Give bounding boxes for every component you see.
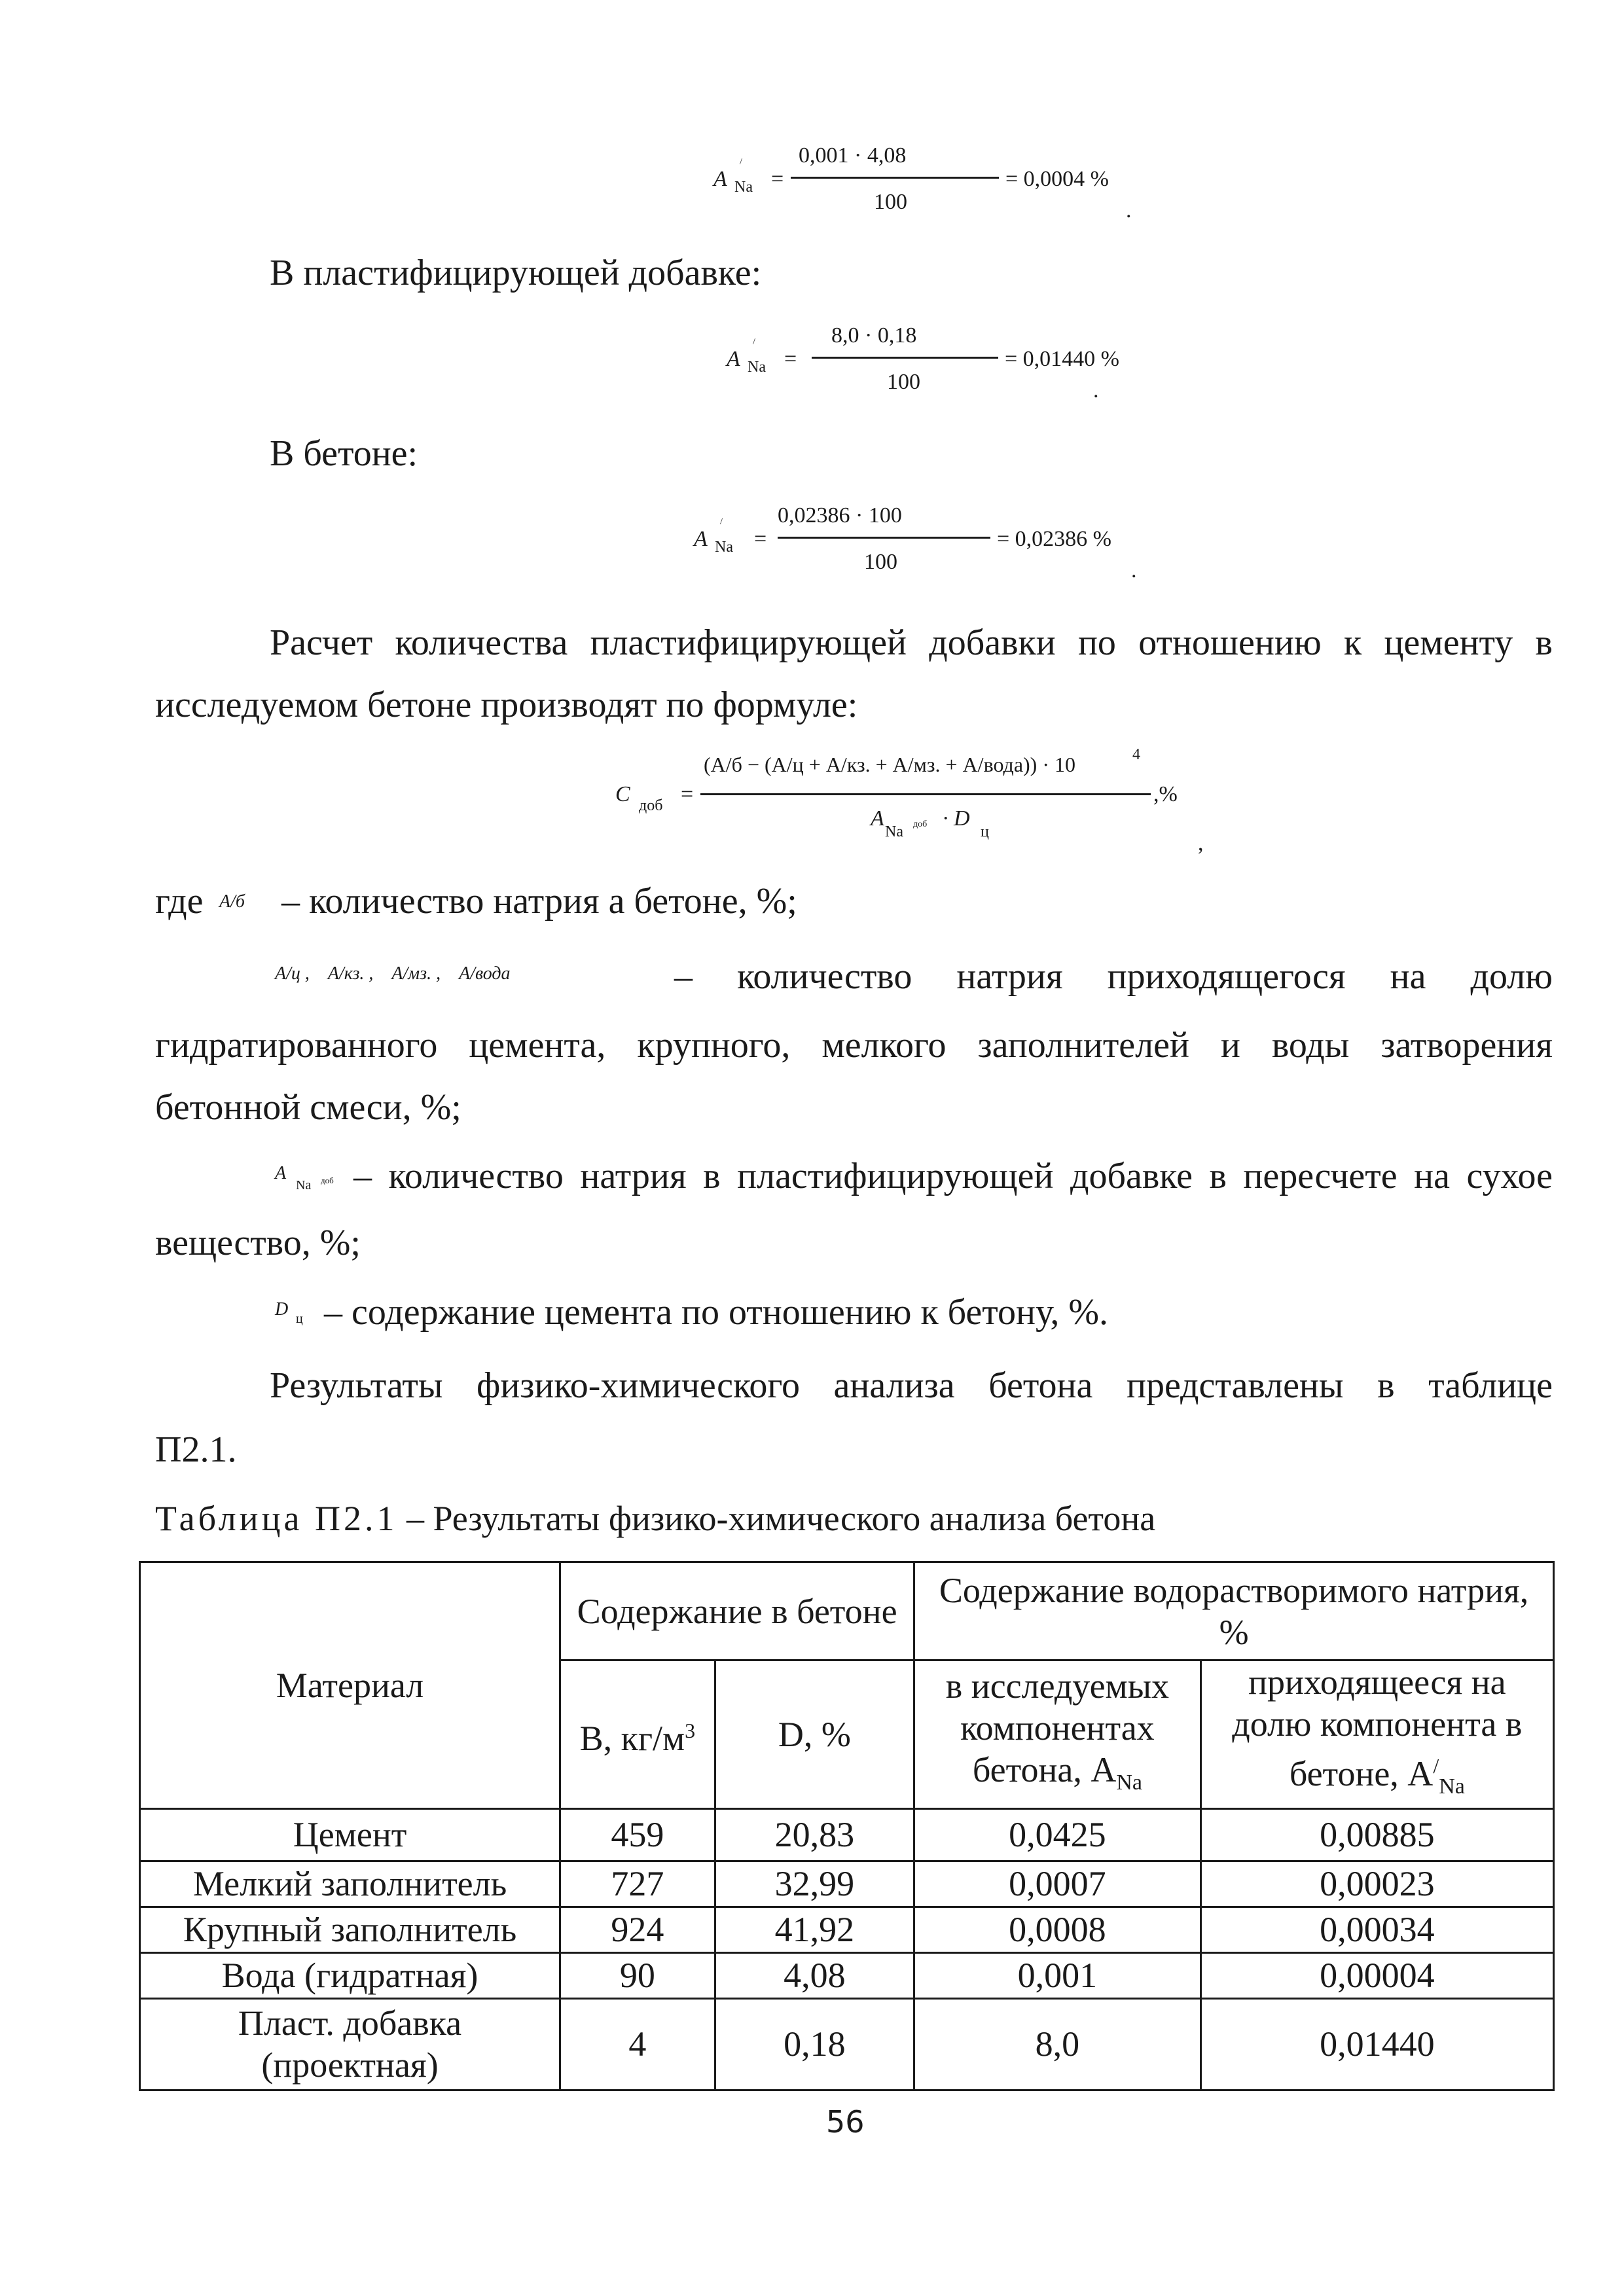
paragraph-calculation-line1: Расчет количества пластифицирующей добавки по отношению к цементу в	[270, 622, 1553, 663]
paragraph-results-line2: П2.1.	[155, 1429, 237, 1470]
formula-subscript: Na	[734, 179, 753, 196]
fraction-bar	[791, 177, 999, 179]
paragraph-results-line1: Результаты физико-химического анализа бетона представлены в таблице	[270, 1365, 1553, 1406]
cell-a-na: 0,0007	[914, 1861, 1201, 1907]
formula-sodium-concrete	[694, 501, 1146, 586]
formula-denominator: 100	[887, 370, 920, 394]
formula-denominator-d-subscript: ц	[981, 823, 989, 840]
cell-a-na: 0,0008	[914, 1907, 1201, 1952]
formula-equals: =	[681, 782, 694, 806]
cell-d: 20,83	[715, 1808, 914, 1861]
table-row	[140, 1907, 1554, 1952]
where-symbol-a-b: A/б	[219, 891, 245, 912]
where-text-share-line1: – количество натрия приходящегося на долю	[674, 956, 1553, 997]
formula-prime: /	[720, 517, 723, 527]
formula-symbol: A	[713, 167, 727, 191]
formula-denominator: 100	[864, 550, 897, 574]
cell-a-na-prime: 0,00034	[1200, 1907, 1553, 1952]
formula-result: = 0,01440 %	[1005, 347, 1119, 371]
cell-a-na-prime: 0,01440	[1200, 1998, 1553, 2090]
table-row	[140, 1808, 1554, 1861]
formula-subscript: Na	[715, 539, 733, 556]
table-caption	[155, 1494, 1155, 1543]
where-text-share-line3: бетонной смеси, %;	[155, 1087, 461, 1128]
paragraph-calculation-line2: исследуемом бетоне производят по формуле:	[155, 685, 858, 725]
table-caption-label: Таблица П2.1	[155, 1499, 398, 1538]
page-number: 56	[826, 2104, 865, 2140]
header-b-label: B, кг/м	[579, 1718, 685, 1758]
cell-b: 727	[560, 1861, 715, 1907]
where-text-sodium-additive-line2: вещество, %;	[155, 1223, 361, 1263]
cell-a-na-prime: 0,00004	[1200, 1952, 1553, 1998]
header-share-prime: /	[1433, 1754, 1439, 1778]
formula-additive-amount	[615, 746, 1218, 870]
header-b	[560, 1660, 715, 1809]
where-text-share-line2: гидратированного цемента, крупного, мелкого заполнителей и воды затворения	[155, 1025, 1553, 1066]
cell-b: 4	[560, 1998, 715, 2090]
formula-equals: =	[754, 527, 767, 551]
header-sodium: Содержание водорастворимого натрия, %	[914, 1562, 1554, 1660]
where-prefix: где	[155, 881, 204, 922]
formula-numerator: 8,0 · 0,18	[831, 323, 917, 348]
where-symbol-d-c-subscript: ц	[296, 1312, 303, 1326]
table-row	[140, 1998, 1554, 2090]
formula-denominator: A	[871, 806, 884, 831]
where-text-sodium-additive-line1: – количество натрия в пластифицирующей добавке в пересчете на сухое	[353, 1156, 1553, 1196]
table-row	[140, 1861, 1554, 1907]
formula-result: = 0,0004 %	[1005, 167, 1109, 191]
header-in-components-sub: Na	[1116, 1770, 1142, 1795]
formula-equals: =	[771, 167, 784, 191]
where-symbol-a-na-subscript: Na	[296, 1178, 312, 1193]
formula-dot: .	[1126, 198, 1132, 223]
formula-denominator-subsubscript: доб	[913, 819, 928, 829]
fraction-bar	[700, 793, 1151, 795]
header-share-sub: Na	[1439, 1774, 1465, 1799]
formula-numerator: 0,001 · 4,08	[799, 143, 907, 168]
cell-b: 459	[560, 1808, 715, 1861]
paragraph-concrete: В бетоне:	[270, 433, 418, 474]
formula-suffix: ,%	[1153, 782, 1178, 806]
where-symbol-a-na: A	[275, 1163, 287, 1183]
cell-d: 4,08	[715, 1952, 914, 1998]
fraction-bar	[812, 357, 998, 359]
where-text-cement-content: – содержание цемента по отношению к бетону, %.	[324, 1292, 1109, 1333]
where-symbol-d-c: D	[275, 1299, 289, 1319]
formula-numerator: (A/б − (A/ц + A/кз. + A/мз. + A/вода)) · 10	[704, 753, 1075, 776]
cell-material: Цемент	[140, 1808, 560, 1861]
header-material: Материал	[140, 1562, 560, 1809]
formula-dot: .	[1093, 378, 1099, 403]
formula-lhs-subscript: доб	[639, 797, 663, 814]
where-symbol-a-na-subsubscript: доб	[321, 1175, 334, 1185]
cell-a-na: 8,0	[914, 1998, 1201, 2090]
formula-prime: /	[740, 157, 742, 167]
table-header-row	[140, 1562, 1554, 1660]
cell-material: Мелкий заполнитель	[140, 1861, 560, 1907]
formula-comma: ,	[1198, 831, 1204, 855]
table-row	[140, 1952, 1554, 1998]
formula-result: = 0,02386 %	[997, 527, 1111, 551]
paragraph-plasticizer: В пластифицирующей добавке:	[270, 253, 762, 293]
cell-d: 0,18	[715, 1998, 914, 2090]
formula-numerator: 0,02386 · 100	[778, 503, 902, 528]
header-in-components	[914, 1660, 1201, 1809]
formula-subscript: Na	[748, 359, 766, 376]
formula-sodium-plasticizer	[727, 321, 1132, 406]
cell-a-na: 0,001	[914, 1952, 1201, 1998]
formula-power: 4	[1132, 746, 1140, 763]
formula-prime: /	[753, 337, 755, 347]
formula-dot: .	[1131, 558, 1137, 583]
cell-a-na-prime: 0,00885	[1200, 1808, 1553, 1861]
cell-material: Крупный заполнитель	[140, 1907, 560, 1952]
header-in-components-label: в исследуемых компонентах бетона, A	[945, 1666, 1170, 1789]
header-share-label: приходящееся на долю компонента в бетоне, A	[1232, 1662, 1523, 1793]
formula-equals: =	[784, 347, 797, 371]
header-share	[1200, 1660, 1553, 1809]
cell-d: 32,99	[715, 1861, 914, 1907]
header-b-sup: 3	[685, 1718, 696, 1742]
cell-b: 924	[560, 1907, 715, 1952]
cell-d: 41,92	[715, 1907, 914, 1952]
formula-symbol: A	[727, 347, 740, 371]
cell-material: Пласт. добавка (проектная)	[140, 1998, 560, 2090]
fraction-bar	[778, 537, 990, 539]
where-symbol-group: A/ц , A/кз. , A/мз. , A/вода	[275, 963, 511, 984]
formula-denominator: 100	[874, 190, 907, 214]
formula-denominator-subscript: Na	[885, 823, 903, 840]
cell-b: 90	[560, 1952, 715, 1998]
cell-a-na: 0,0425	[914, 1808, 1201, 1861]
header-d: D, %	[715, 1660, 914, 1809]
results-table	[139, 1561, 1555, 2091]
where-text-sodium-concrete: – количество натрия а бетоне, %;	[281, 881, 797, 922]
formula-symbol: A	[694, 527, 708, 551]
formula-denominator-multiplier: · D	[943, 806, 970, 831]
table-caption-text: – Результаты физико-химического анализа бетона	[397, 1499, 1156, 1538]
header-content: Содержание в бетоне	[560, 1562, 914, 1660]
cell-a-na-prime: 0,00023	[1200, 1861, 1553, 1907]
formula-lhs: C	[615, 782, 630, 806]
cell-material: Вода (гидратная)	[140, 1952, 560, 1998]
formula-sodium-water	[713, 141, 1146, 226]
